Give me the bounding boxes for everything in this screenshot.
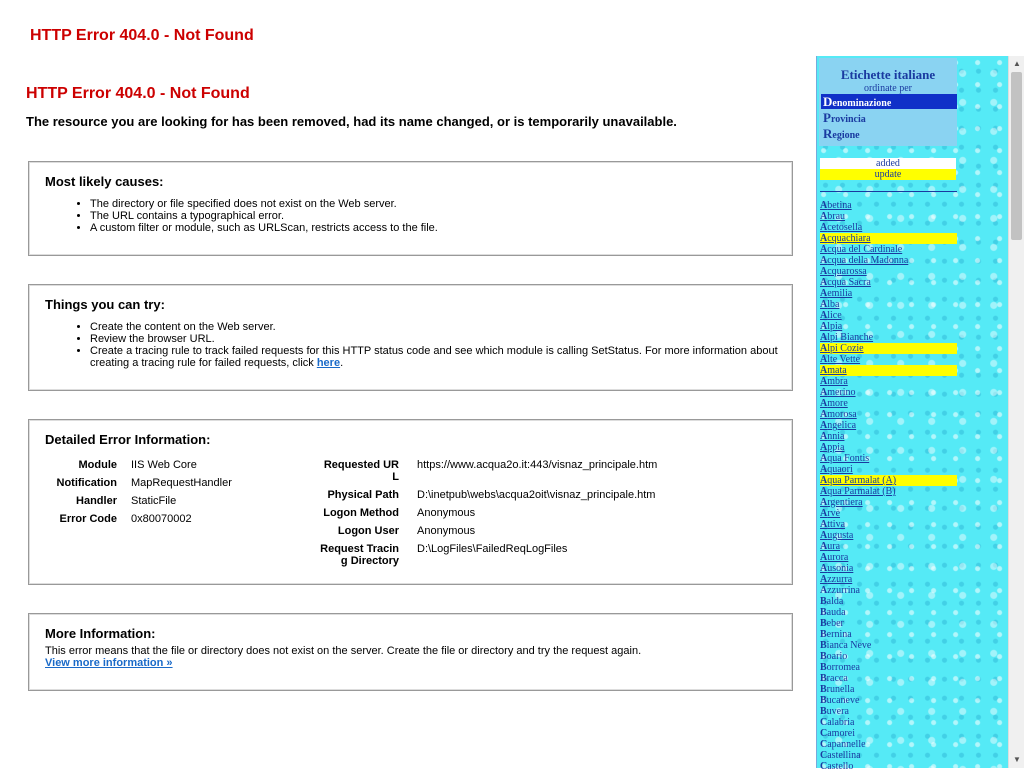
here-link[interactable]: here [316,357,341,369]
label-link[interactable] [820,244,902,255]
label-logon-method: Logon Method [323,507,399,519]
label-initial: A [820,409,828,420]
view-more-link[interactable]: View more information » [45,657,173,669]
label-link[interactable] [820,420,856,431]
label-rest: zzurrina [827,585,860,596]
label-link[interactable] [820,321,842,332]
label-initial: A [820,277,828,288]
label-initial: B [820,673,827,684]
label-rest: rvè [827,508,841,519]
label-initial: C [820,739,828,750]
list-item[interactable] [820,420,957,431]
label-part: g Directory [340,555,399,567]
list-item [90,345,780,369]
label-initial: A [820,255,828,266]
list-item[interactable] [820,530,957,541]
label-rest: betina [827,200,852,211]
label-part: Request Tracin [320,543,399,555]
label-initial: A [820,508,828,519]
label-initial: A [820,552,828,563]
label-initial: A [820,387,828,398]
sidebar-ordered-by: ordinate per [863,83,913,94]
label-initial: A [820,486,828,497]
label-rest: qua Parmalat (A) [827,475,897,486]
label-rest: cqua della Madonna [827,255,909,266]
value-request-tracing: D:\LogFiles\FailedReqLogFiles [417,543,568,555]
label-link[interactable] [820,607,846,618]
label-rest: lte Vette [827,354,861,365]
page-title: HTTP Error 404.0 - Not Found [30,27,254,44]
try-box [28,284,793,391]
label-rest: zzurra [827,574,853,585]
label-rest: ngelica [827,420,857,431]
list-item[interactable] [820,706,957,717]
list-item[interactable] [820,497,957,508]
label-initial: A [820,211,828,222]
list-item[interactable] [820,288,957,299]
list-item[interactable] [820,486,957,497]
label-link[interactable] [820,354,860,365]
label-link[interactable] [820,376,848,387]
sort-rest: rovincia [830,114,866,125]
list-item[interactable] [820,585,957,596]
label-initial: A [820,563,828,574]
label-link[interactable] [820,684,854,695]
label-rest: brau [827,211,846,222]
label-rest: cquachiara [827,233,871,244]
label-link[interactable] [820,651,847,662]
label-link[interactable] [820,266,867,277]
scrollbar[interactable] [1008,56,1024,768]
label-initial: A [820,420,828,431]
label-initial: A [820,310,828,321]
label-rest: rgentiera [827,497,863,508]
label-link[interactable] [820,343,864,354]
sort-denominazione[interactable] [821,94,957,109]
list-item[interactable] [820,717,957,728]
label-logon-user: Logon User [337,525,399,537]
legend-added: added [820,158,956,169]
label-initial: A [820,475,828,486]
value-logon-method: Anonymous [417,507,476,519]
label-link[interactable] [820,288,852,299]
list-item: • The directory or file specified does not exist on the Web server. [90,198,780,210]
causes-box [28,161,793,256]
list-item[interactable] [820,541,957,552]
label-initial: A [820,541,828,552]
label-link[interactable] [820,519,845,530]
label-rest: ppia [827,442,845,453]
label-initial: A [820,453,828,464]
list-item[interactable] [820,398,957,409]
label-rest: alda [826,596,844,607]
label-initial: A [820,519,828,530]
label-rest: cqua Sacra [827,277,871,288]
list-item[interactable] [820,233,957,244]
label-link[interactable] [820,464,853,475]
list-item[interactable] [820,464,957,475]
label-rest: morosa [827,409,857,420]
label-part: L [392,471,399,483]
label-initial: B [820,607,827,618]
list-item[interactable] [820,266,957,277]
label-link[interactable] [820,255,908,266]
label-rest: apannelle [827,739,866,750]
list-item[interactable] [820,750,957,761]
label-initial: C [820,728,828,739]
list-item[interactable] [820,563,957,574]
labels-list [820,200,957,772]
label-link[interactable] [820,222,862,233]
list-item[interactable] [820,200,957,211]
sidebar-title: Etichette italiane [840,67,936,82]
label-rest: racca [826,673,848,684]
label-rest: lpi Bianche [827,332,874,343]
list-item[interactable] [820,442,957,453]
label-rest: mata [827,365,847,376]
list-item[interactable] [820,244,957,255]
label-initial: B [820,618,827,629]
error-header: HTTP Error 404.0 - Not Found [26,85,250,102]
label-error-code: Error Code [59,513,117,525]
label-link[interactable] [820,530,853,541]
label-initial: A [820,431,828,442]
label-initial: C [820,761,828,772]
label-initial: A [820,574,828,585]
list-item[interactable] [820,662,957,673]
list-item[interactable] [820,277,957,288]
label-initial: A [820,354,828,365]
list-item[interactable] [820,343,957,354]
list-item: • Review the browser URL. [90,333,780,345]
sidebar-divider [820,191,957,192]
tracing-text: Create a tracing rule to track failed requests for this HTTP status code and see which module is calling SetStatus. For more information about creating a tracing rule for failed requests, click [90,345,778,369]
scroll-thumb[interactable] [1011,72,1022,240]
label-initial: A [820,530,828,541]
label-initial: A [820,332,828,343]
list-item[interactable] [820,431,957,442]
label-initial: A [820,233,828,244]
label-link[interactable] [820,398,848,409]
label-link[interactable] [820,200,852,211]
label-link[interactable] [820,695,859,706]
label-initial: A [820,376,828,387]
list-item[interactable] [820,695,957,706]
label-link[interactable] [820,497,863,508]
list-item: • Create the content on the Web server. [90,321,780,333]
label-initial: A [820,365,828,376]
list-item[interactable] [820,651,957,662]
label-link[interactable] [820,761,853,772]
label-link[interactable] [820,486,896,497]
label-link[interactable] [820,387,856,398]
label-initial: A [820,585,828,596]
list-item[interactable] [820,761,957,772]
label-initial: B [820,596,827,607]
list-item[interactable] [820,409,957,420]
label-initial: B [820,651,827,662]
label-rest: lpia [827,321,843,332]
label-rest: orromea [826,662,860,673]
label-rest: quaori [827,464,853,475]
sort-provincia[interactable] [821,110,957,125]
label-rest: merino [827,387,856,398]
label-physical-path: Physical Path [327,489,399,501]
label-rest: oario [826,651,848,662]
label-link[interactable] [820,717,854,728]
try-list [90,321,780,369]
list-item[interactable] [820,684,957,695]
more-info-box [28,613,793,691]
label-requested-url [299,459,399,483]
sort-cap: D [823,94,833,109]
label-rest: astello [827,761,854,772]
label-link[interactable] [820,211,845,222]
value-physical-path: D:\inetpub\webs\acqua2oit\visnaz_principale.htm [417,489,656,501]
label-link[interactable] [820,750,861,761]
label-link[interactable] [820,618,844,629]
label-initial: A [820,398,828,409]
label-initial: B [820,629,827,640]
sort-cap: P [823,110,831,125]
list-item[interactable] [820,222,957,233]
value-logon-user: Anonymous [417,525,476,537]
label-initial: A [820,321,828,332]
list-item[interactable] [820,387,957,398]
label-rest: emilia [827,288,853,299]
label-initial: A [820,464,828,475]
list-item[interactable] [820,739,957,750]
label-initial: B [820,640,827,651]
label-initial: A [820,266,828,277]
label-rest: qua Fontis [827,453,870,464]
label-rest: ura [827,541,841,552]
scroll-up-arrow-icon[interactable]: ▲ [1013,59,1021,68]
label-rest: uvera [826,706,849,717]
list-item[interactable] [820,607,957,618]
list-item[interactable] [820,673,957,684]
legend-update: update [820,169,956,180]
try-title: Things you can try: [45,297,165,312]
list-item[interactable] [820,596,957,607]
details-box [28,419,793,585]
list-item[interactable] [820,508,957,519]
label-rest: ianca Neve [826,640,872,651]
list-item[interactable] [820,321,957,332]
list-item[interactable] [820,332,957,343]
label-rest: runella [826,684,855,695]
label-rest: cetosella [827,222,863,233]
label-rest: ugusta [827,530,854,541]
list-item[interactable] [820,618,957,629]
label-rest: nnia [827,431,845,442]
value-requested-url: https://www.acqua2o.it:443/visnaz_principale.htm [417,459,658,471]
label-initial: A [820,288,828,299]
label-link[interactable] [820,629,852,640]
label-rest: astellina [827,750,861,761]
label-link[interactable] [820,585,860,596]
label-initial: A [820,244,828,255]
label-link[interactable] [820,574,852,585]
list-item[interactable] [820,376,957,387]
label-link[interactable] [820,662,860,673]
label-link[interactable] [820,277,871,288]
label-rest: ttiva [827,519,846,530]
list-item[interactable] [820,552,957,563]
value-module: IIS Web Core [131,459,197,471]
label-initial: A [820,343,828,354]
list-item[interactable] [820,365,957,376]
label-link[interactable] [820,508,840,519]
label-link[interactable] [820,409,857,420]
label-initial: B [820,706,827,717]
period: . [340,357,344,369]
label-rest: cqua del Cardinale [827,244,903,255]
label-initial: B [820,695,827,706]
label-module: Module [78,459,117,471]
label-initial: A [820,442,828,453]
label-link[interactable] [820,475,896,486]
label-link[interactable] [820,365,847,376]
list-item: • A custom filter or module, such as URLScan, restricts access to the file. [90,222,780,234]
label-rest: urora [827,552,849,563]
list-item[interactable] [820,453,957,464]
value-handler: StaticFile [131,495,177,507]
label-link[interactable] [820,563,853,574]
list-item[interactable] [820,299,957,310]
labels-sidebar [816,56,1009,772]
label-rest: eber [826,618,844,629]
label-initial: C [820,717,828,728]
list-item[interactable] [820,475,957,486]
label-initial: A [820,222,828,233]
more-text [45,645,641,669]
label-part: Requested UR [323,459,399,471]
label-link[interactable] [820,552,848,563]
label-rest: auda [826,607,846,618]
label-link[interactable] [820,332,873,343]
sort-rest: egione [832,130,860,141]
more-desc: This error means that the file or directory does not exist on the server. Create the file or directory and try the request again. [45,645,642,657]
sort-regione[interactable] [821,126,957,141]
label-link[interactable] [820,739,866,750]
more-title: More Information: [45,626,156,641]
list-item[interactable] [820,519,957,530]
label-rest: usonia [827,563,854,574]
label-link[interactable] [820,728,855,739]
label-rest: lpi Cozie [827,343,864,354]
causes-list [90,198,780,234]
list-item[interactable] [820,255,957,266]
label-link[interactable] [820,596,843,607]
label-link[interactable] [820,673,848,684]
list-item[interactable] [820,354,957,365]
list-item[interactable] [820,310,957,321]
label-link[interactable] [820,541,840,552]
label-request-tracing [299,543,399,567]
label-link[interactable] [820,431,844,442]
label-initial: B [820,662,827,673]
label-initial: C [820,750,828,761]
sort-cap: R [823,126,833,141]
scroll-down-arrow-icon[interactable]: ▼ [1013,755,1021,764]
label-link[interactable] [820,233,871,244]
label-rest: qua Parmalat (B) [827,486,896,497]
label-rest: cquarossa [827,266,867,277]
list-item[interactable] [820,574,957,585]
label-rest: ernina [826,629,852,640]
details-title: Detailed Error Information: [45,432,211,447]
label-initial: A [820,200,828,211]
label-initial: A [820,497,828,508]
label-rest: mbra [827,376,848,387]
label-rest: lba [827,299,840,310]
label-link[interactable] [820,453,869,464]
list-item[interactable] [820,211,957,222]
list-item[interactable] [820,629,957,640]
label-rest: ucaneve [826,695,860,706]
label-link[interactable] [820,299,839,310]
label-link[interactable] [820,640,871,651]
label-link[interactable] [820,706,849,717]
label-handler: Handler [76,495,117,507]
list-item[interactable] [820,640,957,651]
label-initial: B [820,684,827,695]
label-rest: amorei [827,728,855,739]
value-notification: MapRequestHandler [131,477,232,489]
label-initial: A [820,299,828,310]
value-error-code: 0x80070002 [131,513,192,525]
label-rest: more [827,398,848,409]
list-item[interactable] [820,728,957,739]
label-link[interactable] [820,442,844,453]
label-link[interactable] [820,310,842,321]
causes-title: Most likely causes: [45,174,164,189]
label-rest: alabria [827,717,855,728]
label-notification: Notification [56,477,117,489]
label-rest: lice [827,310,842,321]
sidebar-header-panel [819,58,957,146]
list-item: • The URL contains a typographical error. [90,210,780,222]
error-subheader: The resource you are looking for has been removed, had its name changed, or is temporarily unavailable. [26,114,677,129]
sort-rest: enominazione [832,98,892,109]
